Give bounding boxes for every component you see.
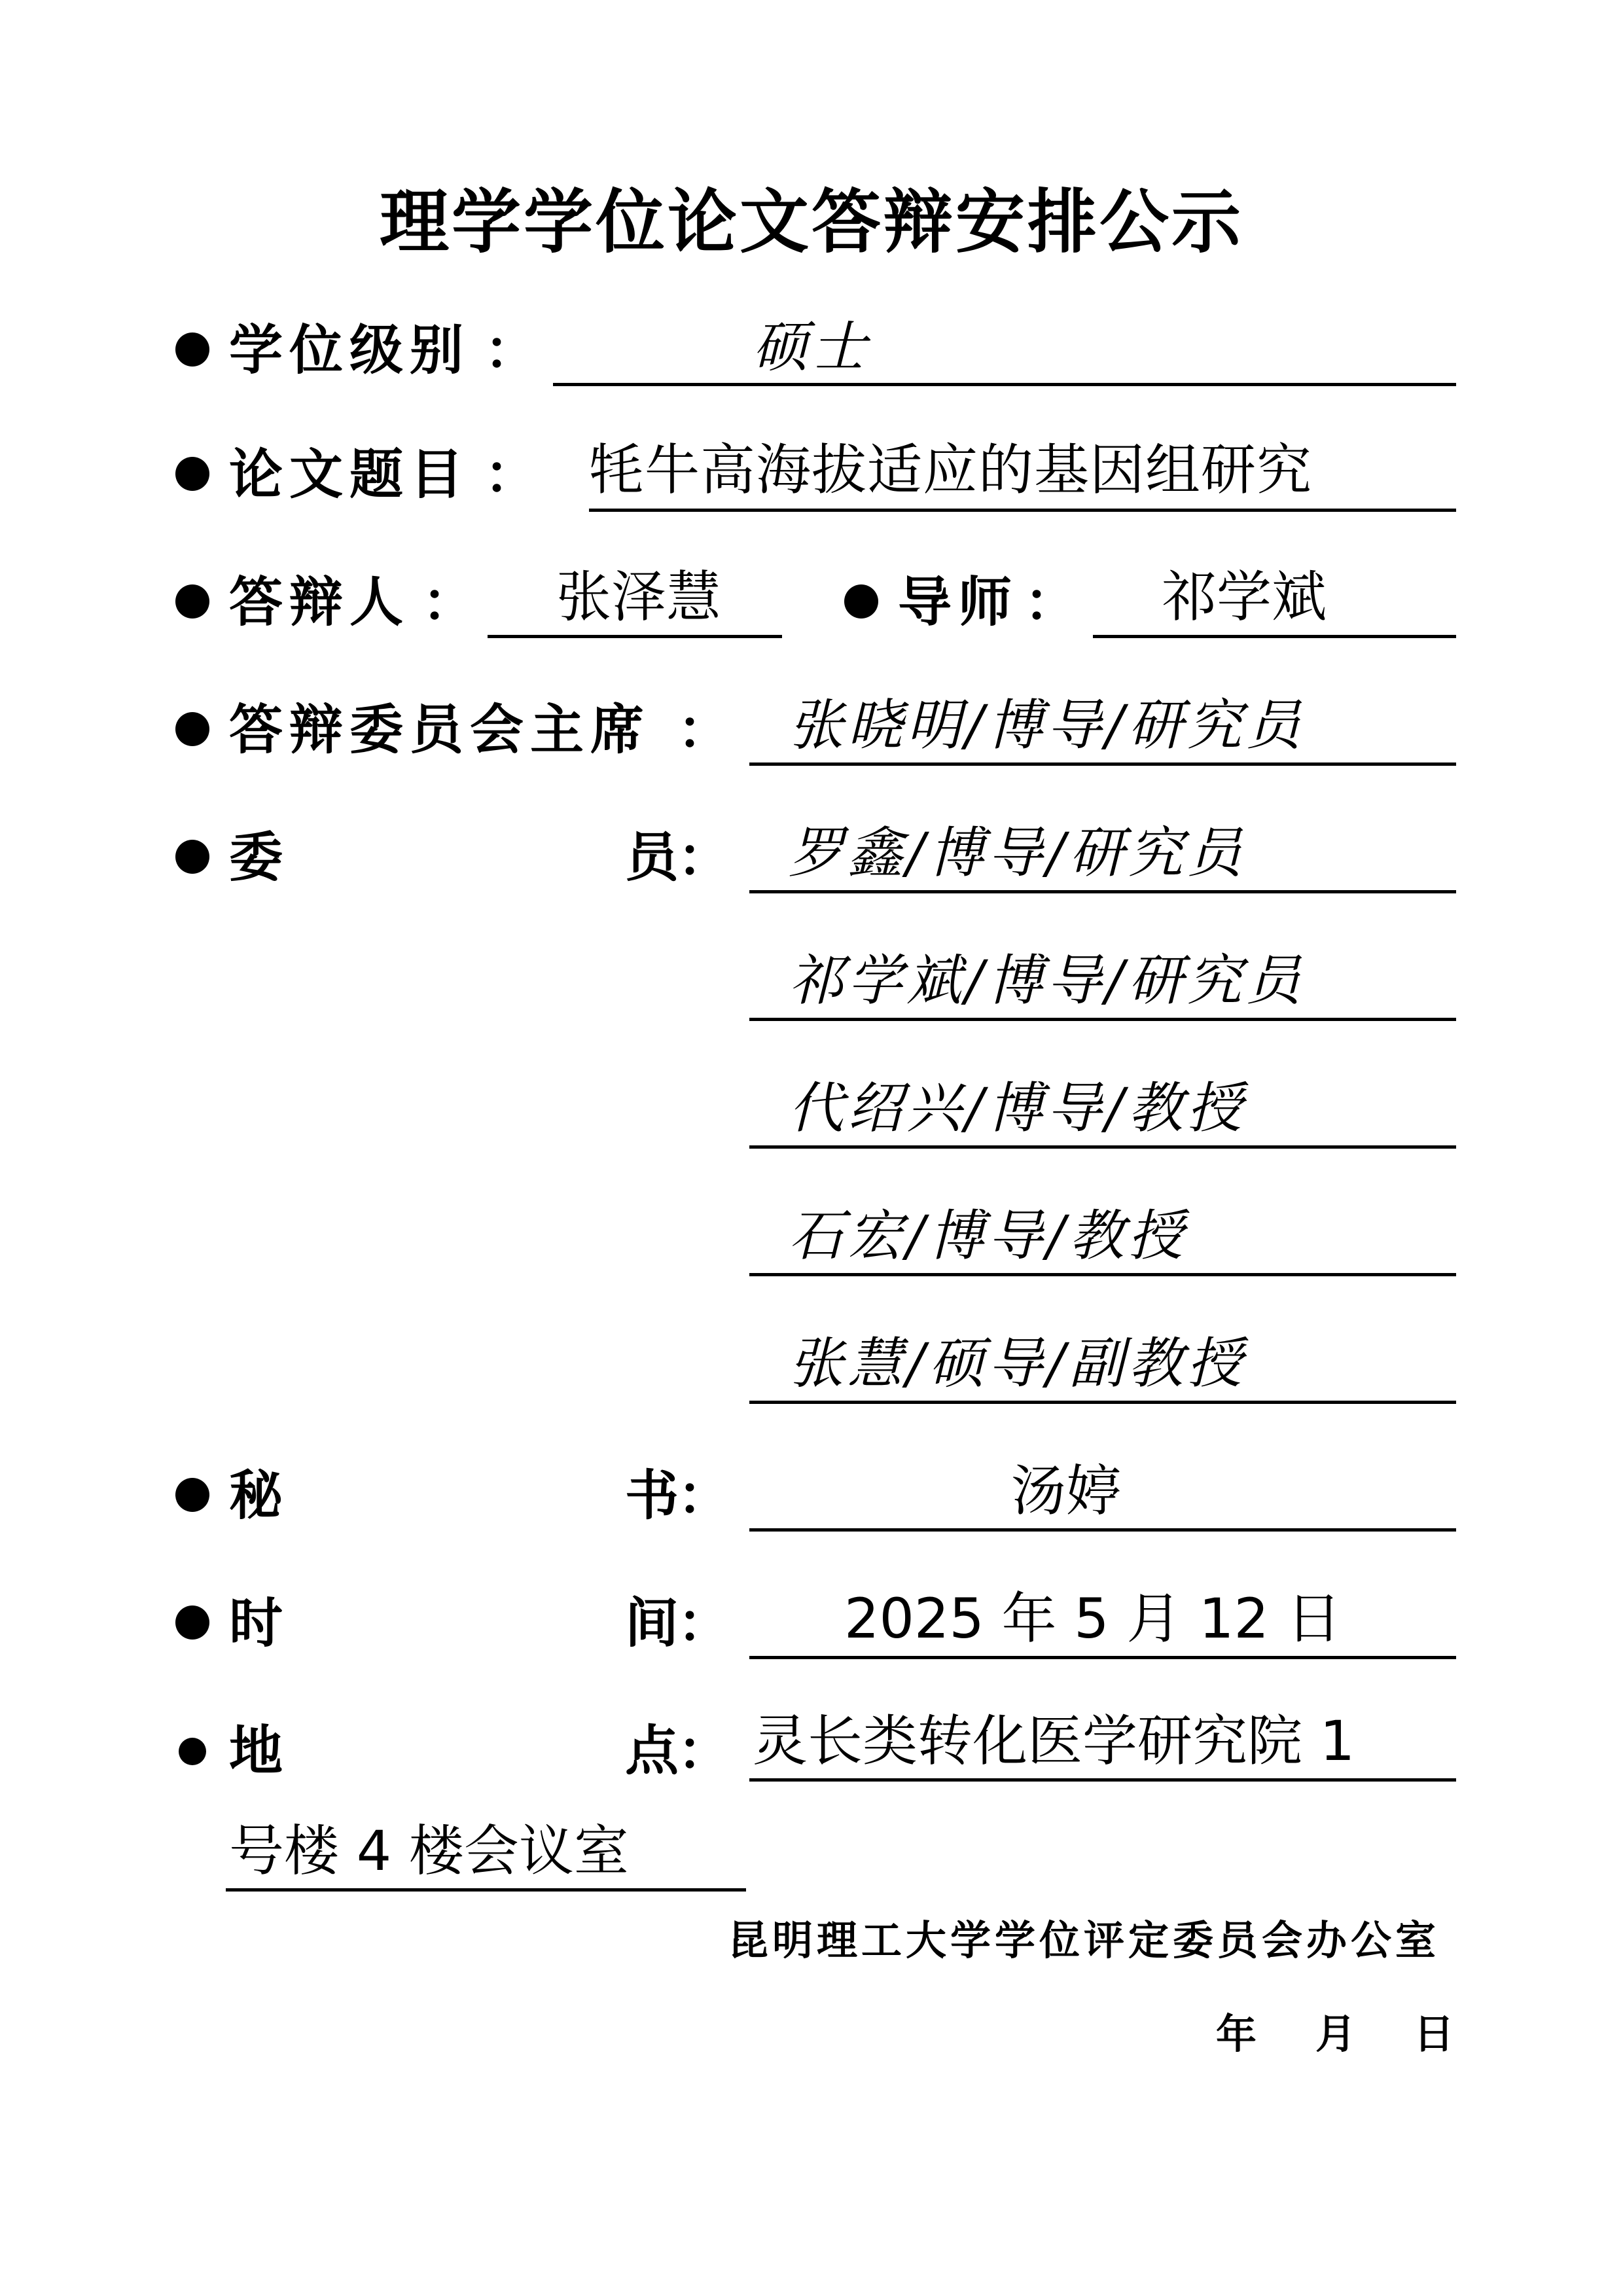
member-value-3: 代绍兴/博导/教授 bbox=[789, 1076, 1246, 1140]
advisor-colon: ： bbox=[1024, 571, 1079, 634]
advisor-label: 导师 bbox=[898, 571, 1019, 634]
thesis-label: 论文题目 bbox=[229, 443, 471, 506]
bullet-icon bbox=[175, 457, 209, 491]
footer-year: 年 bbox=[1216, 2010, 1257, 2058]
time-label-left: 时 bbox=[229, 1592, 290, 1655]
issuing-organization: 昆明理工大学学位评定委员会办公室 bbox=[727, 1916, 1440, 1964]
member-value-5: 张慧/硕导/副教授 bbox=[789, 1331, 1246, 1395]
secretary-colon: ： bbox=[677, 1464, 732, 1527]
footer-day: 日 bbox=[1414, 2010, 1455, 2058]
thesis-colon: ： bbox=[484, 443, 539, 506]
bullet-icon bbox=[175, 1478, 209, 1512]
member-value-4: 石宏/博导/教授 bbox=[789, 1204, 1187, 1268]
time-colon: ： bbox=[677, 1592, 732, 1655]
bullet-icon bbox=[175, 712, 209, 746]
defender-value: 张泽慧 bbox=[556, 565, 722, 629]
defender-label: 答辩人 bbox=[229, 571, 410, 634]
time-label-right: 间 bbox=[625, 1592, 686, 1655]
secretary-label-right: 书 bbox=[625, 1464, 686, 1527]
thesis-value: 牦牛高海拔适应的基因组研究 bbox=[589, 438, 1313, 502]
member-value-1: 罗鑫/博导/研究员 bbox=[789, 821, 1246, 885]
bullet-icon bbox=[844, 584, 878, 619]
time-value: 2025 年 5 月 12 日 bbox=[844, 1587, 1342, 1651]
bullet-icon bbox=[175, 332, 209, 367]
footer-month: 月 bbox=[1315, 2010, 1357, 2058]
location-value-line2: 号楼 4 楼会议室 bbox=[229, 1819, 629, 1883]
degree-label: 学位级别 bbox=[229, 319, 471, 382]
bullet-icon bbox=[175, 1605, 209, 1640]
degree-value: 硕士 bbox=[753, 315, 871, 379]
location-colon: ： bbox=[677, 1719, 732, 1782]
degree-colon: ： bbox=[484, 319, 539, 382]
degree-field bbox=[553, 321, 1456, 386]
location-value-line1: 灵长类转化医学研究院 1 bbox=[753, 1709, 1355, 1773]
chair-value: 张晓明/博导/研究员 bbox=[789, 693, 1305, 757]
bullet-icon bbox=[175, 584, 209, 619]
defender-colon: ： bbox=[422, 571, 476, 634]
secretary-value: 汤婷 bbox=[1011, 1459, 1122, 1523]
chair-label: 答辩委员会主席 bbox=[229, 698, 651, 761]
members-label-right: 员 bbox=[625, 826, 686, 889]
bullet-icon bbox=[179, 1738, 206, 1765]
member-value-2: 祁学斌/博导/研究员 bbox=[789, 948, 1305, 1013]
advisor-value: 祁学斌 bbox=[1162, 565, 1327, 629]
location-label-right: 点 bbox=[625, 1719, 686, 1782]
secretary-label-left: 秘 bbox=[229, 1464, 290, 1527]
page-title: 理学学位论文答辩安排公示 bbox=[380, 182, 1243, 262]
members-label-left: 委 bbox=[229, 826, 290, 889]
members-colon: ： bbox=[677, 826, 732, 889]
location-label-left: 地 bbox=[229, 1719, 290, 1782]
bullet-icon bbox=[175, 840, 209, 874]
chair-colon: ： bbox=[677, 698, 732, 761]
